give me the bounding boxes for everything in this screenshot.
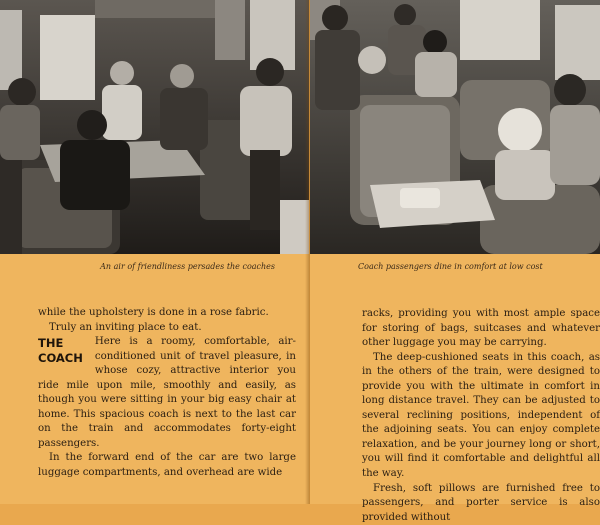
right-page-text [362, 307, 600, 525]
racks-paragraph: racks, providing you with most ample space for storing of bags, suitcases and whatever other luggage you may be carrying. [362, 308, 600, 349]
left-page-text [38, 306, 296, 481]
pillows-paragraph: Fresh, soft pillows are furnished free to passengers, and porter service is also provided without [362, 482, 600, 523]
coach-paragraph: Here is a roomy, comfortable, air-conditioned unit of travel pleasure, in whose cozy, attractive interior you ride mile upon mile, smoothly and easily, as though you were sitting in your big easy chair at home. This spacious coach is next to the last car on the train and accommodates forty-eight passengers. [38, 336, 296, 449]
right-photo-caption: Coach passengers dine in comfort at low cost [358, 262, 543, 271]
left-photo-caption: An air of friendliness persades the coaches [100, 262, 275, 271]
seats-paragraph: The deep-cushioned seats in this coach, as in the others of the train, were designed to provide you with the ultimate in comfort in long distance travel. They can be adjusted to several reclining positions, independent of the adjoining seats. You can enjoy complete relaxation, and be your journey long or short, you will find it comfortable and delightful all the way. [362, 351, 600, 480]
coach-dining-illustration [310, 0, 600, 254]
heading-coach: COACH [38, 350, 83, 365]
coach-lounge-photo [0, 0, 309, 254]
coach-heading [38, 336, 83, 365]
left-page [0, 0, 309, 504]
forward-end-paragraph: In the forward end of the car are two large luggage compartments, and overhead are wide [38, 452, 296, 479]
heading-the: THE [38, 336, 64, 351]
coach-dining-photo [310, 0, 600, 254]
right-page [310, 0, 600, 523]
coach-lounge-illustration [0, 0, 309, 254]
upholstery-line: while the upholstery is done in a rose fabric. [38, 307, 269, 318]
inviting-line: Truly an inviting place to eat. [49, 321, 202, 333]
